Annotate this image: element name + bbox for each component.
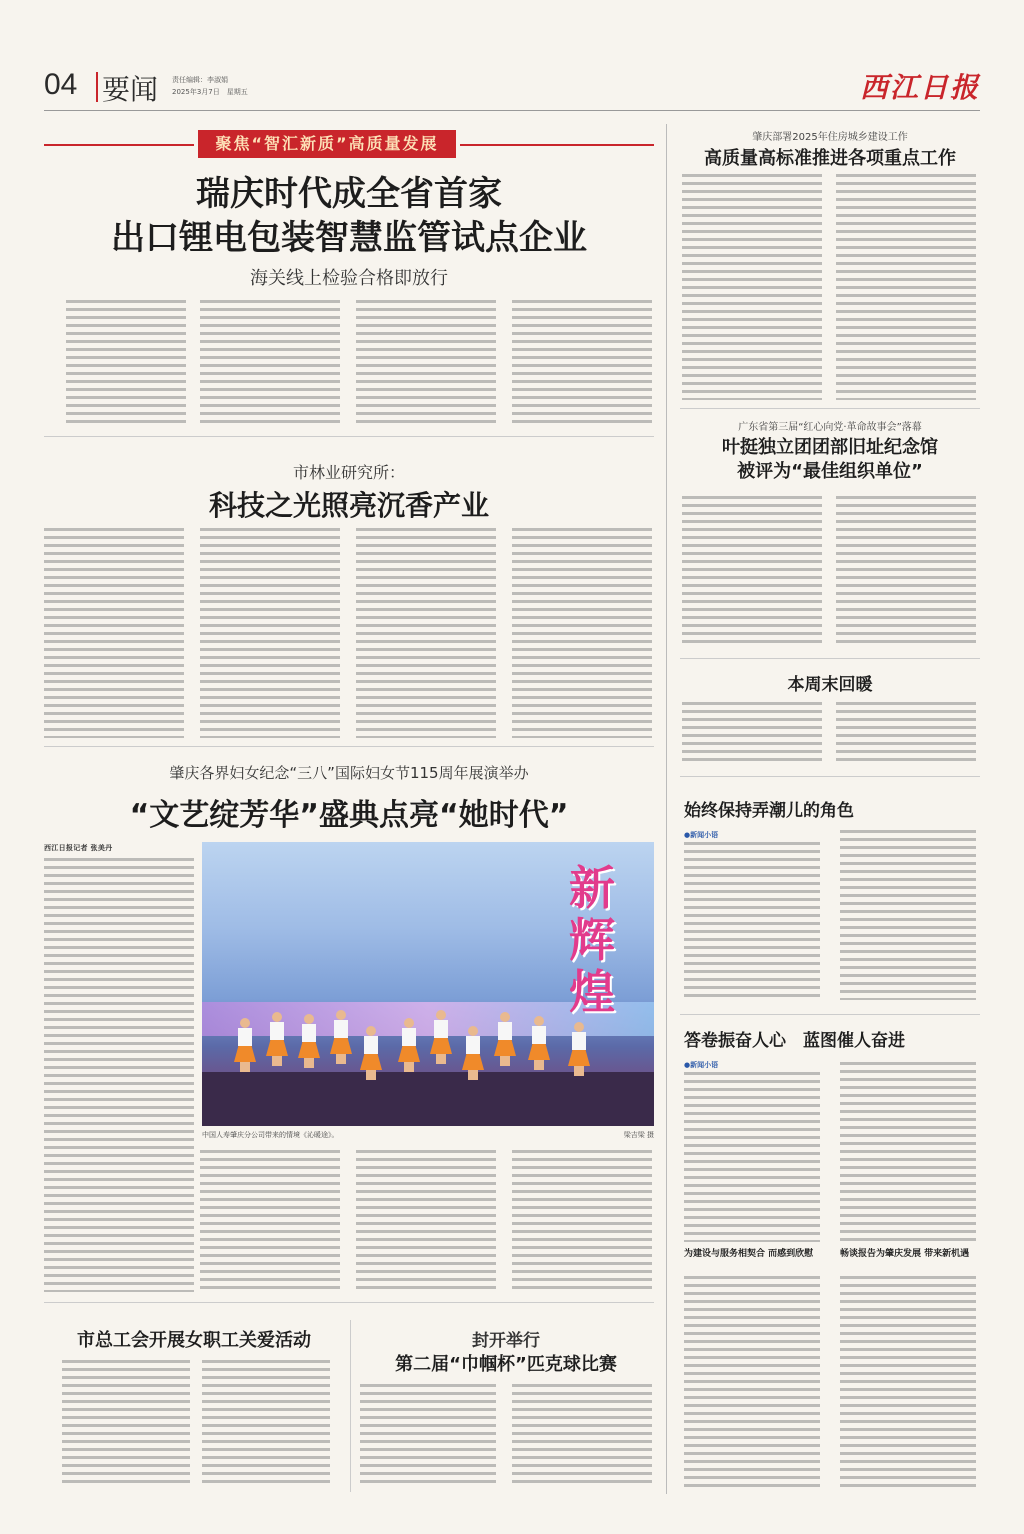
dancer — [568, 1022, 590, 1076]
story1-body-col3 — [356, 300, 496, 426]
dancer — [234, 1018, 256, 1072]
column-divider — [666, 124, 667, 1494]
right-story3-body-col1 — [682, 702, 822, 764]
right-story3-headline: 本周末回暖 — [787, 675, 873, 695]
right-story3-body-col2 — [836, 702, 976, 764]
right-rule2 — [680, 658, 980, 659]
right-story2-headline — [680, 436, 980, 484]
banner-rule-right — [460, 144, 654, 146]
right-story4-tag: ●新闻小语 — [684, 831, 719, 839]
backdrop-text-value: 新辉煌 — [569, 861, 615, 1019]
banner-rule-left — [44, 144, 194, 146]
right-story5-body-col4 — [840, 1276, 976, 1490]
page-number: 04 — [44, 68, 78, 101]
story3-rule — [44, 1302, 654, 1303]
newspaper-logo: 西江日报 — [859, 71, 980, 104]
story3-body-col4 — [512, 1150, 652, 1292]
stage-floor — [202, 1072, 654, 1126]
right-story2-body-col2 — [836, 496, 976, 646]
right-story4-body-col2 — [840, 830, 976, 1000]
story1-body-col4 — [512, 300, 652, 426]
dancer — [528, 1016, 550, 1070]
story5-kicker: 封开举行 — [472, 1331, 540, 1351]
story2-body-col3 — [356, 528, 496, 738]
story1-body-col1 — [66, 300, 186, 426]
right-story5-headline: 答卷振奋人心 蓝图催人奋进 — [684, 1031, 905, 1051]
story5-body-col2 — [512, 1384, 652, 1488]
dancer — [360, 1026, 382, 1080]
story3-body-col3 — [356, 1150, 496, 1292]
story2-body-col1 — [44, 528, 184, 738]
story5-headline: 第二届“巾帼杯”匹克球比赛 — [395, 1354, 617, 1375]
right-story4-body-col1 — [684, 842, 820, 1000]
right-story5-body-col2 — [840, 1062, 976, 1242]
story1-headline-line2: 出口锂电包装智慧监管试点企业 — [111, 218, 587, 258]
story3-headline: “文艺绽芳华”盛典点亮“她时代” — [129, 798, 569, 833]
event-photo — [202, 842, 654, 1126]
right-story1-headline: 高质量高标准推进各项重点工作 — [704, 148, 956, 169]
date-line: 2025年3月7日 星期五 — [172, 88, 248, 96]
right-story5-body-col1 — [684, 1072, 820, 1242]
story3-body-col2 — [200, 1150, 340, 1292]
section-name: 要闻 — [102, 73, 159, 106]
right-story2-body-col1 — [682, 496, 822, 646]
story3-byline: 西江日报记者 张美丹 — [44, 844, 113, 852]
photo-credit: 梁吉梁 摄 — [623, 1131, 654, 1139]
story3-body-col1 — [44, 858, 194, 1292]
right-story2-headline-line1: 叶挺独立团团部旧址纪念馆 — [722, 437, 938, 458]
story1-headline-line1: 瑞庆时代成全省首家 — [196, 174, 502, 214]
right-story2-headline-line2: 被评为“最佳组织单位” — [737, 461, 923, 482]
dancer — [298, 1014, 320, 1068]
dancer — [398, 1018, 420, 1072]
story2-kicker: 市林业研究所： — [292, 463, 405, 482]
bottom-divider — [350, 1320, 351, 1492]
right-story5-subhead2: 畅谈报告为肇庆发展 带来新机遇 — [840, 1249, 970, 1259]
story1-rule — [44, 436, 654, 437]
masthead-rule — [44, 110, 980, 111]
right-story1-body-col2 — [836, 174, 976, 400]
photo-caption: 中国人寿肇庆分公司带来的情境《沁暖途》。 — [202, 1131, 339, 1139]
right-rule4 — [680, 1014, 980, 1015]
story2-body-col2 — [200, 528, 340, 738]
story2-body-col4 — [512, 528, 652, 738]
story2-rule — [44, 746, 654, 747]
topic-banner: 聚焦“智汇新质”高质量发展 — [198, 130, 456, 158]
right-story5-tag: ●新闻小语 — [684, 1061, 719, 1069]
backdrop-text — [542, 862, 642, 1018]
right-rule3 — [680, 776, 980, 777]
story4-body-col1 — [62, 1360, 190, 1488]
right-story4-headline: 始终保持弄潮儿的角色 — [684, 801, 854, 821]
dancer — [266, 1012, 288, 1066]
story5-body-col1 — [360, 1384, 496, 1488]
story1-body-col2 — [200, 300, 340, 426]
right-rule1 — [680, 408, 980, 409]
right-story5-body-col3 — [684, 1276, 820, 1490]
masthead-meta — [172, 74, 248, 98]
story3-kicker: 肇庆各界妇女纪念“三八”国际妇女节115周年展演举办 — [169, 764, 529, 782]
dancer — [462, 1026, 484, 1080]
story1-headline — [44, 172, 654, 260]
masthead-divider — [96, 72, 98, 102]
dancer — [430, 1010, 452, 1064]
story4-body-col2 — [202, 1360, 330, 1488]
editor-line: 责任编辑：李淑娟 — [172, 76, 228, 84]
story2-headline: 科技之光照亮沉香产业 — [208, 489, 489, 522]
story1-subhead: 海关线上检验合格即放行 — [250, 268, 448, 289]
right-story5-subhead1: 为建设与服务相契合 而感到欣慰 — [684, 1249, 814, 1259]
right-story1-body-col1 — [682, 174, 822, 400]
right-story1-kicker: 肇庆部署2025年住房城乡建设工作 — [752, 132, 908, 143]
dancer — [330, 1010, 352, 1064]
dancer — [494, 1012, 516, 1066]
story4-headline: 市总工会开展女职工关爱活动 — [77, 1330, 311, 1351]
right-story2-kicker: 广东省第三届“红心向党·革命故事会”落幕 — [738, 422, 922, 433]
